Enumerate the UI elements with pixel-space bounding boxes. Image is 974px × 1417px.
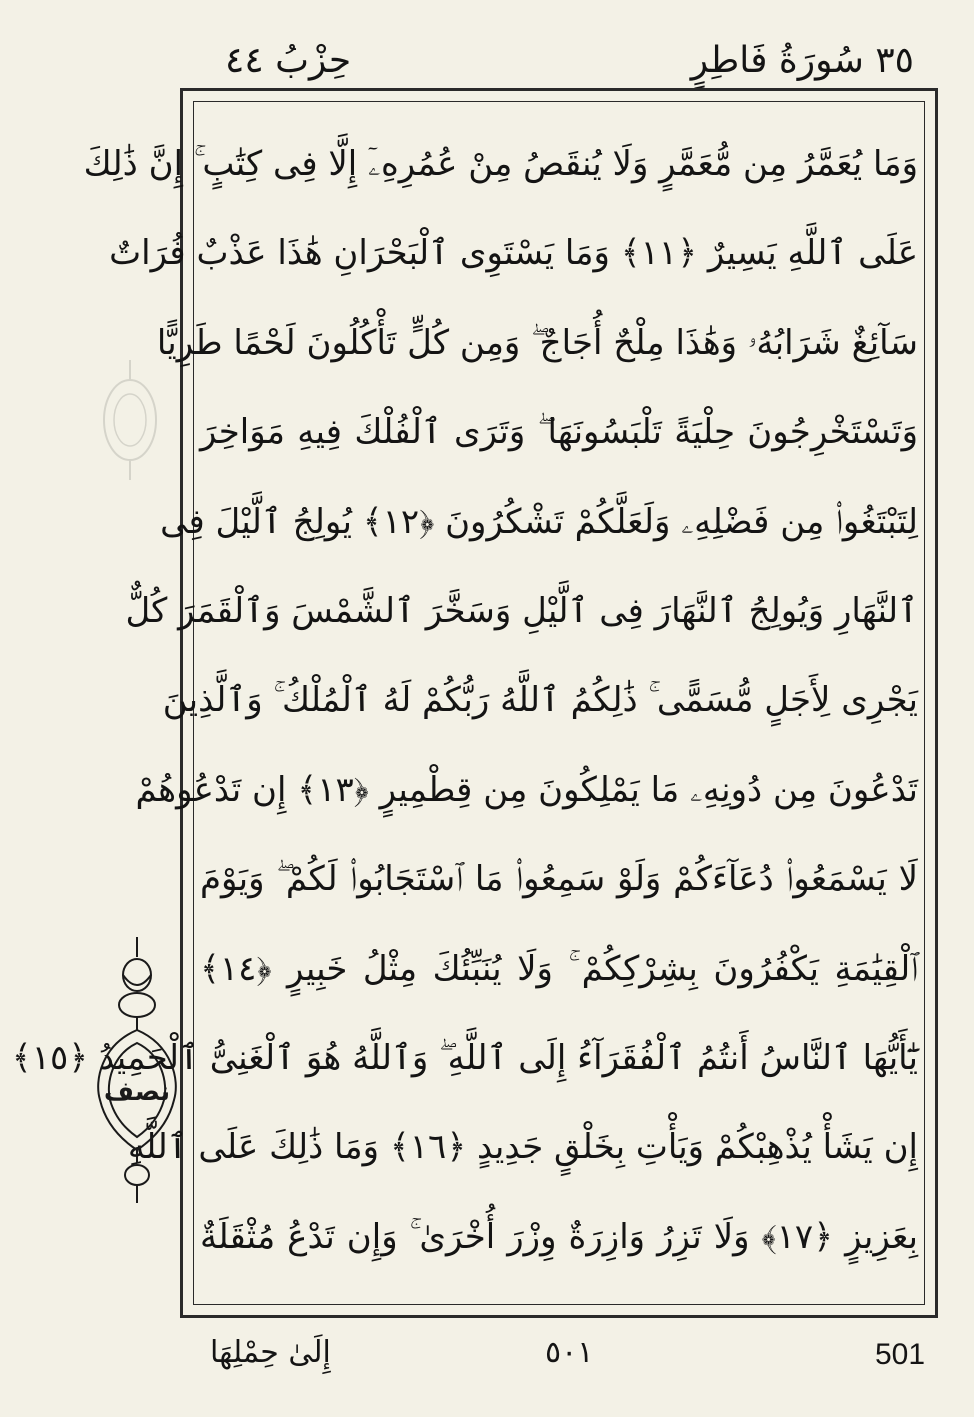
faint-margin-ornament — [100, 355, 160, 485]
catchword: إِلَىٰ حِمْلِهَا — [210, 1335, 331, 1370]
text-line: يَجْرِى لِأَجَلٍ مُّسَمًّى ۚ ذَٰلِكُمُ ٱللَّهُ رَبُّكُمْ لَهُ ٱلْمُلْكُ ۚ وَٱلَّذِينَ — [162, 680, 918, 721]
text-line: ٱلْقِيَٰمَةِ يَكْفُرُونَ بِشِرْكِكُمْ ۚ وَلَا يُنَبِّئُكَ مِثْلُ خَبِيرٍ ﴿١٤﴾ — [200, 948, 918, 989]
nisf-ornament-icon — [92, 935, 182, 1205]
text-line: وَتَسْتَخْرِجُونَ حِلْيَةً تَلْبَسُونَهَا ۖ وَتَرَى ٱلْفُلْكَ فِيهِ مَوَاخِرَ — [200, 412, 918, 453]
text-line: بِعَزِيزٍ ﴿١٧﴾ وَلَا تَزِرُ وَازِرَةٌ وِزْرَ أُخْرَىٰ ۚ وَإِن تَدْعُ مُثْقَلَةٌ — [200, 1216, 919, 1257]
text-line: يَٰٓأَيُّهَا ٱلنَّاسُ أَنتُمُ ٱلْفُقَرَآءُ إِلَى ٱللَّهِ ۖ وَٱللَّهُ هُوَ ٱلْغَنِىُّ ٱلْحَمِيدُ ﴿١٥﴾ — [11, 1037, 918, 1078]
page-number-arabic: ٥٠١ — [545, 1335, 594, 1370]
text-line: سَآئِغٌ شَرَابُهُۥ وَهَٰذَا مِلْحٌ أُجَاجٌ ۖ وَمِن كُلٍّ تَأْكُلُونَ لَحْمًا طَرِيًّا — [156, 322, 918, 363]
text-line: وَمَا يُعَمَّرُ مِن مُّعَمَّرٍ وَلَا يُنقَصُ مِنْ عُمُرِهِۦٓ إِلَّا فِى كِتَٰبٍ ۚ إِنَّ ذَٰلِكَ — [83, 144, 918, 184]
nisf-ornament-label: نصف — [103, 1077, 171, 1107]
text-line: إِن يَشَأْ يُذْهِبْكُمْ وَيَأْتِ بِخَلْقٍ جَدِيدٍ ﴿١٦﴾ وَمَا ذَٰلِكَ عَلَى ٱللَّهِ — [127, 1127, 918, 1168]
hizb-header: حِزْبُ ٤٤ — [225, 40, 352, 81]
text-line: ٱلنَّهَارِ وَيُولِجُ ٱلنَّهَارَ فِى ٱلَّيْلِ وَسَخَّرَ ٱلشَّمْسَ وَٱلْقَمَرَ كُلٌّ — [125, 590, 918, 631]
text-line: عَلَى ٱللَّهِ يَسِيرٌ ﴿١١﴾ وَمَا يَسْتَوِى ٱلْبَحْرَانِ هَٰذَا عَذْبٌ فُرَاتٌ — [109, 233, 918, 274]
text-line: لِتَبْتَغُوا۟ مِن فَضْلِهِۦ وَلَعَلَّكُمْ تَشْكُرُونَ ﴿١٢﴾ يُولِجُ ٱلَّيْلَ فِى — [160, 501, 918, 542]
text-line: تَدْعُونَ مِن دُونِهِۦ مَا يَمْلِكُونَ مِن قِطْمِيرٍ ﴿١٣﴾ إِن تَدْعُوهُمْ — [135, 769, 918, 810]
surah-header: ٣٥ سُورَةُ فَاطِرٍ — [690, 40, 914, 81]
page-number: 501 — [875, 1338, 926, 1371]
text-line: لَا يَسْمَعُوا۟ دُعَآءَكُمْ وَلَوْ سَمِعُوا۟ مَا ٱسْتَجَابُوا۟ لَكُمْ ۖ وَيَوْمَ — [200, 859, 918, 900]
